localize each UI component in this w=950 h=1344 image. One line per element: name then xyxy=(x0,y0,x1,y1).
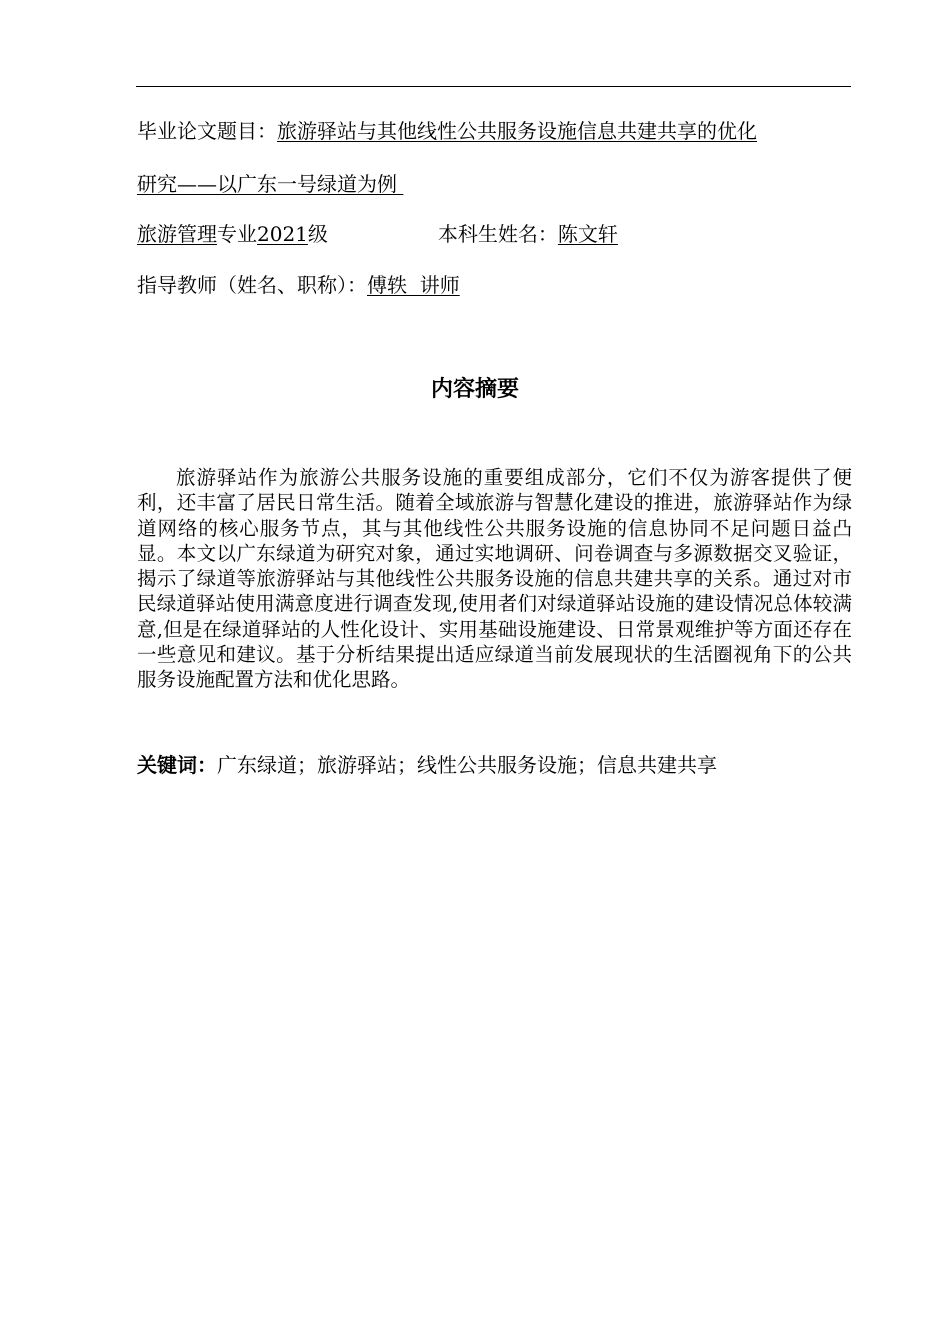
major-value: 旅游管理 xyxy=(137,222,217,246)
student-name-label: 本科生姓名： xyxy=(437,222,558,246)
major-suffix: 专业 xyxy=(217,222,257,246)
thesis-title-label: 毕业论文题目： xyxy=(137,119,277,143)
keywords-line xyxy=(137,752,717,778)
grade-value: 2021 xyxy=(257,222,308,246)
thesis-title-part-2: 研究——以广东一号绿道为例 xyxy=(137,172,404,196)
thesis-title-line-2 xyxy=(137,171,403,197)
advisor-label: 指导教师（姓名、职称）： xyxy=(137,273,367,297)
abstract-body: 旅游驿站作为旅游公共服务设施的重要组成部分，它们不仅为游客提供了便利，还丰富了居民日常生活。随着全域旅游与智慧化建设的推进，旅游驿站作为绿道网络的核心服务节点，其与其他线性公共服务设施的信息协同不足问题日益凸显。本文以广东绿道为研究对象，通过实地调研、问卷调查与多源数据交叉验证，揭示了绿道等旅游驿站与其他线性公共服务设施的信息共建共享的关系。通过对市民绿道驿站使用满意度进行调查发现,使用者们对绿道驿站设施的建设情况总体较满意,但是在绿道驿站的人性化设计、实用基础设施建设、日常景观维护等方面还存在一些意见和建议。基于分析结果提出适应绿道当前发展现状的生活圈视角下的公共服务设施配置方法和优化思路。 xyxy=(137,466,852,692)
advisor-line xyxy=(137,272,460,298)
advisor-value: 傅轶 讲师 xyxy=(367,273,460,297)
thesis-title-line-1 xyxy=(137,118,757,144)
abstract-heading: 内容摘要 xyxy=(430,377,519,402)
header-rule xyxy=(136,86,851,87)
keywords-label: 关键词： xyxy=(137,753,217,777)
student-info-line xyxy=(137,221,618,247)
student-name-value: 陈文轩 xyxy=(557,222,618,246)
thesis-title-part-1: 旅游驿站与其他线性公共服务设施信息共建共享的优化 xyxy=(277,119,757,143)
keywords-value: 广东绿道；旅游驿站；线性公共服务设施；信息共建共享 xyxy=(217,753,717,777)
grade-suffix: 级 xyxy=(307,222,328,246)
